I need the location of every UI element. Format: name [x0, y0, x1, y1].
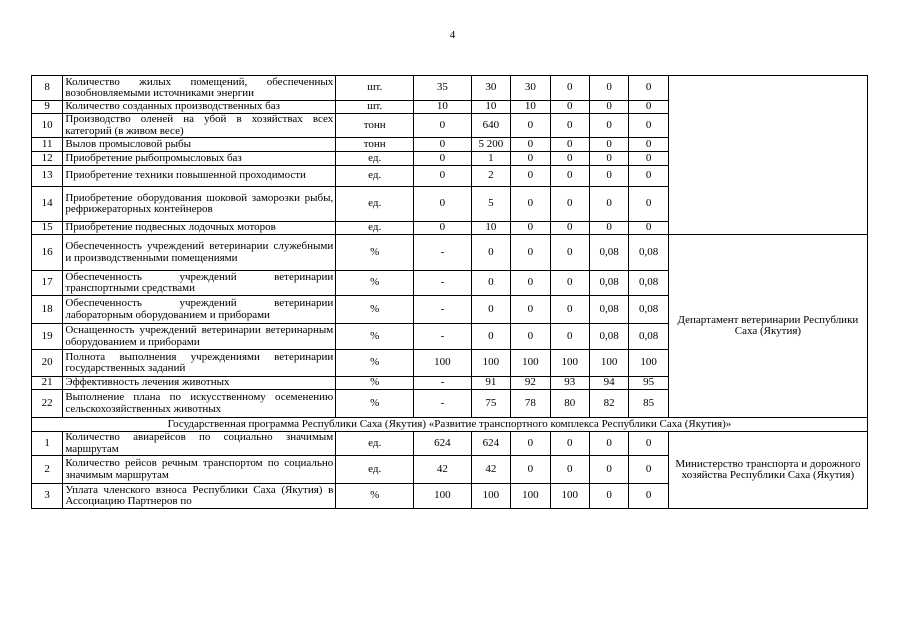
value-cell: 0,08 — [589, 271, 628, 296]
value-cell: 75 — [471, 390, 510, 418]
value-cell: - — [414, 235, 472, 271]
indicator-name: Количество рейсов речным транспортом по социально значимым маршрутам — [63, 456, 336, 484]
value-cell: 624 — [471, 432, 510, 456]
indicator-name: Приобретение техники повышенной проходимости — [63, 166, 336, 187]
value-cell: 10 — [511, 101, 550, 114]
value-cell: 0 — [550, 222, 589, 235]
value-cell: 0 — [629, 222, 668, 235]
responsible-department: Департамент ветеринарии Республики Саха (Якутия) — [668, 235, 867, 418]
value-cell: 0 — [471, 324, 510, 350]
value-cell: 0 — [471, 235, 510, 271]
value-cell: 0 — [550, 187, 589, 222]
indicator-name: Полнота выполнения учреждениями ветеринарии государственных заданий — [63, 350, 336, 377]
unit-cell: ед. — [336, 152, 414, 166]
value-cell: 0 — [550, 235, 589, 271]
value-cell: 0 — [589, 484, 628, 509]
value-cell: 0 — [550, 296, 589, 324]
value-cell: 42 — [471, 456, 510, 484]
unit-cell: % — [336, 377, 414, 390]
row-number: 13 — [32, 166, 63, 187]
value-cell: 0 — [550, 138, 589, 152]
value-cell: 640 — [471, 114, 510, 138]
unit-cell: тонн — [336, 138, 414, 152]
indicator-name: Количество авиарейсов по социально значимым маршрутам — [63, 432, 336, 456]
indicator-name: Обеспеченность учреждений ветеринарии транспортными средствами — [63, 271, 336, 296]
value-cell: 0,08 — [629, 235, 668, 271]
unit-cell: ед. — [336, 222, 414, 235]
value-cell: - — [414, 377, 472, 390]
value-cell: 100 — [511, 484, 550, 509]
unit-cell: ед. — [336, 187, 414, 222]
value-cell: 5 200 — [471, 138, 510, 152]
indicator-name: Производство оленей на убой в хозяйствах всех категорий (в живом весе) — [63, 114, 336, 138]
value-cell: 0 — [550, 456, 589, 484]
value-cell: 0 — [511, 222, 550, 235]
row-number: 18 — [32, 296, 63, 324]
value-cell: 0 — [629, 138, 668, 152]
value-cell: 0,08 — [589, 324, 628, 350]
value-cell: 0 — [589, 187, 628, 222]
value-cell: 30 — [511, 76, 550, 101]
value-cell: 94 — [589, 377, 628, 390]
value-cell: 100 — [589, 350, 628, 377]
value-cell: 95 — [629, 377, 668, 390]
row-number: 17 — [32, 271, 63, 296]
value-cell: 0 — [414, 166, 472, 187]
unit-cell: шт. — [336, 76, 414, 101]
value-cell: 0 — [629, 101, 668, 114]
value-cell: 0 — [414, 114, 472, 138]
value-cell: 0 — [414, 222, 472, 235]
value-cell: 0 — [629, 484, 668, 509]
unit-cell: ед. — [336, 456, 414, 484]
value-cell: - — [414, 324, 472, 350]
value-cell: 10 — [471, 101, 510, 114]
table-row — [32, 235, 868, 271]
value-cell: 0 — [629, 152, 668, 166]
row-number: 12 — [32, 152, 63, 166]
value-cell: 100 — [414, 350, 472, 377]
unit-cell: шт. — [336, 101, 414, 114]
value-cell: 0 — [511, 296, 550, 324]
row-number: 2 — [32, 456, 63, 484]
value-cell: 0 — [629, 456, 668, 484]
value-cell: - — [414, 271, 472, 296]
value-cell: 78 — [511, 390, 550, 418]
row-number: 22 — [32, 390, 63, 418]
row-number: 8 — [32, 76, 63, 101]
value-cell: 0 — [511, 152, 550, 166]
section-header-row — [32, 418, 868, 432]
value-cell: 0 — [511, 166, 550, 187]
row-number: 14 — [32, 187, 63, 222]
indicator-name: Обеспеченность учреждений ветеринарии лабораторным оборудованием и приборами — [63, 296, 336, 324]
value-cell: 0 — [629, 166, 668, 187]
row-number: 15 — [32, 222, 63, 235]
unit-cell: % — [336, 350, 414, 377]
value-cell: 5 — [471, 187, 510, 222]
table-row — [32, 76, 868, 101]
value-cell: 1 — [471, 152, 510, 166]
row-number: 20 — [32, 350, 63, 377]
value-cell: 0,08 — [589, 235, 628, 271]
value-cell: 91 — [471, 377, 510, 390]
value-cell: 0 — [511, 114, 550, 138]
value-cell: 0 — [414, 138, 472, 152]
value-cell: 100 — [471, 350, 510, 377]
value-cell: 0 — [589, 456, 628, 484]
page-number: 4 — [449, 29, 456, 41]
value-cell: 30 — [471, 76, 510, 101]
unit-cell: % — [336, 324, 414, 350]
value-cell: 0 — [550, 324, 589, 350]
value-cell: 0 — [471, 296, 510, 324]
value-cell: 0 — [511, 271, 550, 296]
value-cell: 42 — [414, 456, 472, 484]
row-number: 11 — [32, 138, 63, 152]
indicator-name: Оснащенность учреждений ветеринарии ветеринарным оборудованием и приборами — [63, 324, 336, 350]
value-cell: 0 — [550, 114, 589, 138]
value-cell: 100 — [414, 484, 472, 509]
unit-cell: % — [336, 235, 414, 271]
unit-cell: % — [336, 390, 414, 418]
value-cell: - — [414, 296, 472, 324]
unit-cell: % — [336, 296, 414, 324]
value-cell: 0 — [589, 138, 628, 152]
indicator-name: Обеспеченность учреждений ветеринарии служебными и производственными помещениями — [63, 235, 336, 271]
table-row — [32, 432, 868, 456]
value-cell: 0 — [629, 432, 668, 456]
value-cell: 85 — [629, 390, 668, 418]
unit-cell: ед. — [336, 432, 414, 456]
value-cell: 80 — [550, 390, 589, 418]
value-cell: 0 — [589, 432, 628, 456]
value-cell: 100 — [550, 484, 589, 509]
value-cell: 0 — [629, 114, 668, 138]
value-cell: 0,08 — [629, 296, 668, 324]
value-cell: 35 — [414, 76, 472, 101]
row-number: 19 — [32, 324, 63, 350]
value-cell: 82 — [589, 390, 628, 418]
value-cell: 0,08 — [589, 296, 628, 324]
value-cell: 0 — [629, 76, 668, 101]
value-cell: 0 — [511, 187, 550, 222]
indicator-name: Приобретение подвесных лодочных моторов — [63, 222, 336, 235]
value-cell: 100 — [511, 350, 550, 377]
indicators-table — [31, 75, 868, 509]
indicator-name: Приобретение оборудования шоковой заморозки рыбы, рефрижераторных контейнеров — [63, 187, 336, 222]
value-cell: 0 — [589, 166, 628, 187]
section-title: Государственная программа Республики Саха (Якутия) «Развитие транспортного комплекса Республики Саха (Якутия)» — [32, 418, 868, 432]
value-cell: 0 — [550, 166, 589, 187]
row-number: 1 — [32, 432, 63, 456]
indicator-name: Количество созданных производственных баз — [63, 101, 336, 114]
unit-cell: % — [336, 271, 414, 296]
row-number: 9 — [32, 101, 63, 114]
value-cell: 0,08 — [629, 324, 668, 350]
unit-cell: тонн — [336, 114, 414, 138]
value-cell: 10 — [414, 101, 472, 114]
row-number: 10 — [32, 114, 63, 138]
indicator-name: Выполнение плана по искусственному осеменению сельскохозяйственных животных — [63, 390, 336, 418]
value-cell: 0 — [550, 271, 589, 296]
row-number: 16 — [32, 235, 63, 271]
value-cell: 0,08 — [629, 271, 668, 296]
row-number: 21 — [32, 377, 63, 390]
value-cell: 93 — [550, 377, 589, 390]
unit-cell: ед. — [336, 166, 414, 187]
responsible-department: Министерство транспорта и дорожного хозяйства Республики Саха (Якутия) — [668, 432, 867, 509]
value-cell: 0 — [511, 138, 550, 152]
value-cell: 0 — [550, 76, 589, 101]
value-cell: 0 — [511, 456, 550, 484]
value-cell: 0 — [471, 271, 510, 296]
value-cell: 0 — [589, 101, 628, 114]
value-cell: 100 — [550, 350, 589, 377]
value-cell: 100 — [471, 484, 510, 509]
responsible-department-empty — [668, 76, 867, 235]
indicator-name: Количество жилых помещений, обеспеченных возобновляемыми источниками энергии — [63, 76, 336, 101]
unit-cell: % — [336, 484, 414, 509]
value-cell: 0 — [550, 152, 589, 166]
value-cell: 100 — [629, 350, 668, 377]
value-cell: 2 — [471, 166, 510, 187]
value-cell: 0 — [589, 114, 628, 138]
value-cell: 0 — [550, 432, 589, 456]
indicator-name: Эффективность лечения животных — [63, 377, 336, 390]
value-cell: 624 — [414, 432, 472, 456]
value-cell: 92 — [511, 377, 550, 390]
row-number: 3 — [32, 484, 63, 509]
indicator-name: Уплата членского взноса Республики Саха (Якутия) в Ассоциацию Партнеров по — [63, 484, 336, 509]
value-cell: 0 — [511, 432, 550, 456]
value-cell: 0 — [414, 152, 472, 166]
value-cell: 0 — [414, 187, 472, 222]
value-cell: 0 — [550, 101, 589, 114]
value-cell: 0 — [629, 187, 668, 222]
indicator-name: Вылов промысловой рыбы — [63, 138, 336, 152]
value-cell: 0 — [589, 76, 628, 101]
indicator-name: Приобретение рыбопромысловых баз — [63, 152, 336, 166]
value-cell: 0 — [589, 152, 628, 166]
value-cell: 0 — [511, 235, 550, 271]
value-cell: 0 — [511, 324, 550, 350]
value-cell: 10 — [471, 222, 510, 235]
value-cell: 0 — [589, 222, 628, 235]
value-cell: - — [414, 390, 472, 418]
